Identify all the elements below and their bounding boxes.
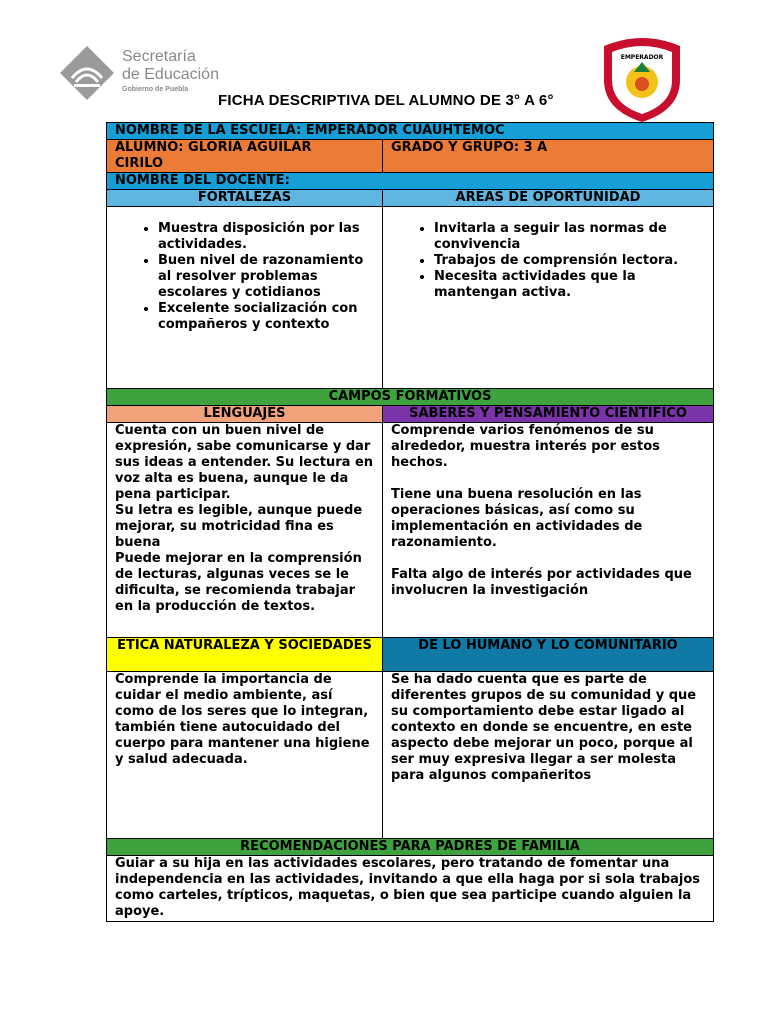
saberes-paragraph: Comprende varios fenómenos de su alrededor, muestra interés por estos hechos. [391,423,660,470]
areas-cell [383,207,714,389]
lenguajes-paragraph: Cuenta con un buen nivel de expresión, sabe comunicarse y dar sus ideas a entender. Su lectura en voz alta es buena, aunque le da pena participar. [115,423,374,502]
etica-text: Comprende la importancia de cuidar el medio ambiente, así como de los seres que lo integran, también tiene autocuidado del cuerpo para mantener una higiene y salud adecuada. [115,672,370,767]
saberes-paragraph: Falta algo de interés por actividades que involucren la investigación [391,567,692,598]
recomendaciones-cell [107,856,714,922]
humano-text: Se ha dado cuenta que es parte de diferentes grupos de su comunidad y que su comportamiento debe estar ligado al contexto en donde se encuentre, en este aspecto debe mejorar un poco, porque al ser muy expresiva llegar a ser molesta para algunos compañeritos [391,672,697,783]
student-cell [107,140,383,173]
recomendaciones-header: RECOMENDACIONES PARA PADRES DE FAMILIA [107,839,714,856]
badge-text: EMPERADOR [620,54,664,61]
teacher-cell [107,173,714,190]
school-name: NOMBRE DE LA ESCUELA: EMPERADOR CUAUHTEMOC [115,123,505,138]
secretaria-emblem-icon [58,44,116,102]
lenguajes-paragraph: Puede mejorar en la comprensión de lecturas, algunas veces se le dificulta, se recomienda trabajar en la producción de textos. [115,551,362,614]
saberes-paragraph: Tiene una buena resolución en las operaciones básicas, así como su implementación en actividades de razonamiento. [391,487,643,550]
school-badge-icon [594,28,690,124]
campos-header: CAMPOS FORMATIVOS [107,389,714,406]
ficha-table [106,122,714,922]
teacher-name: NOMBRE DEL DOCENTE: [115,173,290,188]
recomendaciones-text: Guiar a su hija en las actividades escolares, pero tratando de fomentar una independencia en las actividades, invitando a que ella haga por si sola trabajos como carteles, trípticos, maquetas, o bien que sea participe cuando alguien la apoye. [115,856,701,919]
logo-line-2: de Educación [122,66,219,83]
logo-line-1: Secretaría [122,48,196,65]
student-name-line2: CIRILO [115,156,164,171]
humano-header: DE LO HUMANO Y LO COMUNITARIO [383,638,714,672]
student-name-line1: ALUMNO: GLORIA AGUILAR [115,140,312,155]
logo-line-3: Gobierno de Puebla [122,86,189,93]
paragraph-gap [391,471,705,487]
page-title: FICHA DESCRIPTIVA DEL ALUMNO DE 3° A 6° [218,92,554,109]
list-item: • Necesita actividades que la mantengan activa. [434,269,705,301]
grade-cell [383,140,714,173]
list-item: • Excelente socialización con compañeros y contexto [158,301,374,333]
lenguajes-header: LENGUAJES [107,406,383,423]
areas-header: AREAS DE OPORTUNIDAD [383,190,714,207]
fortalezas-list [115,221,374,333]
lenguajes-paragraph: Su letra es legible, aunque puede mejorar, su motricidad fina es buena [115,503,363,550]
etica-header: ETICA NATURALEZA Y SOCIEDADES [107,638,383,672]
lenguajes-cell [107,423,383,638]
grade-group: GRADO Y GRUPO: 3 A [391,140,548,155]
etica-cell [107,672,383,839]
list-item: • Buen nivel de razonamiento al resolver problemas escolares y cotidianos [158,253,374,301]
fortalezas-header: FORTALEZAS [107,190,383,207]
list-item: • Muestra disposición por las actividades. [158,221,374,253]
list-item: • Invitarla a seguir las normas de convivencia [434,221,705,253]
list-item: • Trabajos de comprensión lectora. [434,253,705,269]
secretaria-logo [58,42,228,104]
saberes-cell [383,423,714,638]
humano-cell [383,672,714,839]
saberes-header: SABERES Y PENSAMIENTO CIENTIFICO [383,406,714,423]
areas-list [391,221,705,301]
school-name-cell [107,123,714,140]
fortalezas-cell [107,207,383,389]
paragraph-gap [391,551,705,567]
